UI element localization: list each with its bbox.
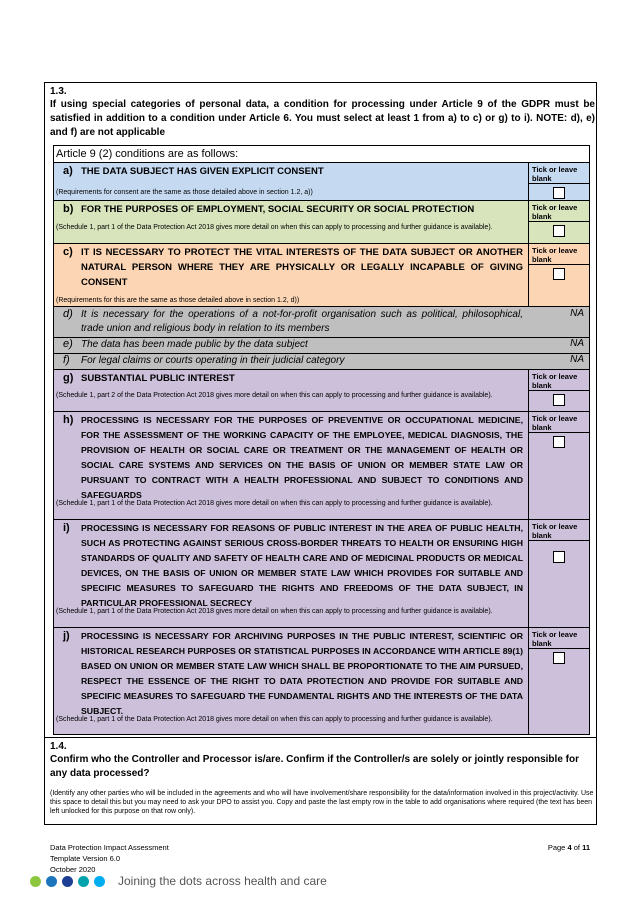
brand-dot <box>94 876 105 887</box>
condition-letter: h) <box>63 414 74 426</box>
tick-label: Tick or leave blank <box>532 372 578 390</box>
condition-note: (Schedule 1, part 1 of the Data Protection Act 2018 gives more detail on when this can apply to processing and further guidance is available). <box>56 224 493 231</box>
condition-title: FOR THE PURPOSES OF EMPLOYMENT, SOCIAL SECURITY OR SOCIAL PROTECTION <box>81 204 475 215</box>
condition-letter: c) <box>63 246 73 258</box>
tick-label: Tick or leave blank <box>532 165 578 183</box>
condition-letter: j) <box>63 630 70 642</box>
condition-title: SUBSTANTIAL PUBLIC INTEREST <box>81 373 235 384</box>
page-number <box>548 842 590 853</box>
condition-letter: e) <box>63 338 73 350</box>
section-question: Confirm who the Controller and Processor is/are. Confirm if the Controller/s are solely or jointly responsible for any data processed? <box>50 754 579 779</box>
not-applicable-label: NA <box>570 308 584 319</box>
tick-label: Tick or leave blank <box>532 414 578 432</box>
condition-note: (Schedule 1, part 1 of the Data Protection Act 2018 gives more detail on when this can apply to processing and further guidance is available). <box>56 608 493 615</box>
condition-row-g <box>53 369 590 411</box>
condition-note: (Schedule 1, part 2 of the Data Protection Act 2018 gives more detail on when this can apply to processing and further guidance is available). <box>56 392 493 399</box>
condition-title: THE DATA SUBJECT HAS GIVEN EXPLICIT CONSENT <box>81 166 324 177</box>
condition-row-a <box>53 162 590 200</box>
condition-letter: i) <box>63 522 70 534</box>
tick-label: Tick or leave blank <box>532 630 578 648</box>
condition-row-j <box>53 627 590 735</box>
conditions-header: Article 9 (2) conditions are as follows: <box>56 148 239 160</box>
condition-row-e <box>53 337 590 353</box>
section-note: (Identify any other parties who will be included in the agreements and who will have involvement/share responsibility for the data/information involved in this project/activity. Use this space to detail this but you may need to ask your DPO to assist you. Copy and paste the last empty row in the table to add organisations where required (the text has been left unlocked for this purpose on that row only). <box>50 790 594 815</box>
tick-checkbox[interactable] <box>553 652 565 664</box>
condition-title: The data has been made public by the data subject <box>81 339 308 350</box>
condition-title: It is necessary for the operations of a not-for-profit organisation such as political, philosophical, trade union and religious body in relation to its members <box>81 309 523 334</box>
condition-title: For legal claims or courts operating in their judicial category <box>81 355 345 366</box>
tick-label: Tick or leave blank <box>532 522 578 540</box>
condition-note: (Schedule 1, part 1 of the Data Protection Act 2018 gives more detail on when this can apply to processing and further guidance is available). <box>56 500 493 507</box>
condition-title: PROCESSING IS NECESSARY FOR ARCHIVING PURPOSES IN THE PUBLIC INTEREST, SCIENTIFIC OR HISTORICAL RESEARCH PURPOSES OR STATISTICAL PURPOSES IN ACCORDANCE WITH ARTICLE 89(1) BASED ON UNION OR MEMBER STATE LAW WHICH SHALL BE PROPORTIONATE TO THE AIM PURSUED, RESPECT THE ESSENCE OF THE RIGHT TO DATA PROTECTION AND PROVIDE FOR SUITABLE AND SPECIFIC MEASURES TO SAFEGUARD THE FUNDAMENTAL RIGHTS AND THE INTERESTS OF THE DATA SUBJECT. <box>81 631 523 716</box>
tick-checkbox[interactable] <box>553 187 565 199</box>
condition-row-f <box>53 353 590 369</box>
condition-note: (Schedule 1, part 1 of the Data Protection Act 2018 gives more detail on when this can apply to processing and further guidance is available). <box>56 716 493 723</box>
footer-date: October 2020 <box>50 865 96 874</box>
tick-checkbox[interactable] <box>553 268 565 280</box>
condition-title: PROCESSING IS NECESSARY FOR THE PURPOSES OF PREVENTIVE OR OCCUPATIONAL MEDICINE, FOR THE ASSESSMENT OF THE WORKING CAPACITY OF THE EMPLOYEE, MEDICAL DIAGNOSIS, THE PROVISION OF HEALTH OR SOCIAL CARE OR TREATMENT OR THE MANAGEMENT OF HEALTH OR SOCIAL CARE SYSTEMS AND SERVICES ON THE BASIS OF UNION OR MEMBER STATE LAW OR PURSUANT TO CONTRACT WITH A HEALTH PROFESSIONAL AND SUBJECT TO CONDITIONS AND SAFEGUARDS <box>81 415 523 500</box>
brand-dot <box>78 876 89 887</box>
page-total: 11 <box>582 843 590 852</box>
conditions-header-row <box>53 145 590 162</box>
condition-row-i <box>53 519 590 627</box>
tick-checkbox[interactable] <box>553 394 565 406</box>
condition-row-b <box>53 200 590 243</box>
condition-row-h <box>53 411 590 519</box>
section-question: If using special categories of personal data, a condition for processing under Article 9 of the GDPR must be satisfied in addition to a condition under Article 6. You must select at least 1 from a) to c) or g) to i). NOTE: d), e) and f) are not applicable <box>50 99 595 138</box>
tick-label: Tick or leave blank <box>532 246 578 264</box>
brand-dot <box>62 876 73 887</box>
section-number: 1.4. <box>50 741 67 752</box>
tick-label: Tick or leave blank <box>532 203 578 221</box>
footer-doc-info <box>50 842 169 875</box>
brand-dot <box>30 876 41 887</box>
condition-row-c <box>53 243 590 306</box>
footer-template-version: Template Version 6.0 <box>50 854 121 863</box>
condition-letter: a) <box>63 165 73 177</box>
brand-dot <box>46 876 57 887</box>
condition-note: (Requirements for this are the same as those detailed above in section 1.2, d)) <box>56 297 300 304</box>
tick-checkbox[interactable] <box>553 436 565 448</box>
footer-doc-title: Data Protection Impact Assessment <box>50 843 169 852</box>
condition-letter: b) <box>63 203 74 215</box>
condition-title: IT IS NECESSARY TO PROTECT THE VITAL INTERESTS OF THE DATA SUBJECT OR ANOTHER NATURAL PERSON WHERE THEY ARE PHYSICALLY OR LEGALLY INCAPABLE OF GIVING CONSENT <box>81 247 523 288</box>
not-applicable-label: NA <box>570 354 584 365</box>
condition-letter: g) <box>63 372 74 384</box>
not-applicable-label: NA <box>570 338 584 349</box>
condition-row-d <box>53 306 590 337</box>
condition-title: PROCESSING IS NECESSARY FOR REASONS OF PUBLIC INTEREST IN THE AREA OF PUBLIC HEALTH, SUCH AS PROTECTING AGAINST SERIOUS CROSS-BORDER THREATS TO HEALTH OR ENSURING HIGH STANDARDS OF QUALITY AND SAFETY OF HEALTH CARE AND OF MEDICINAL PRODUCTS OR MEDICAL DEVICES, ON THE BASIS OF UNION OR MEMBER STATE LAW WHICH PROVIDES FOR SUITABLE AND SPECIFIC MEASURES TO SAFEGUARD THE RIGHTS AND FREEDOMS OF THE DATA SUBJECT, IN PARTICULAR PROFESSIONAL SECRECY <box>81 523 523 608</box>
tick-checkbox[interactable] <box>553 225 565 237</box>
condition-note: (Requirements for consent are the same as those detailed above in section 1.2, a)) <box>56 189 313 196</box>
condition-letter: f) <box>63 354 70 366</box>
page-current: 4 <box>567 843 572 852</box>
tick-checkbox[interactable] <box>553 551 565 563</box>
page-prefix: Page <box>547 843 566 852</box>
brand-tagline: Joining the dots across health and care <box>118 874 327 888</box>
condition-letter: d) <box>63 308 73 320</box>
section-number: 1.3. <box>50 86 67 97</box>
page-of: of <box>573 843 580 852</box>
